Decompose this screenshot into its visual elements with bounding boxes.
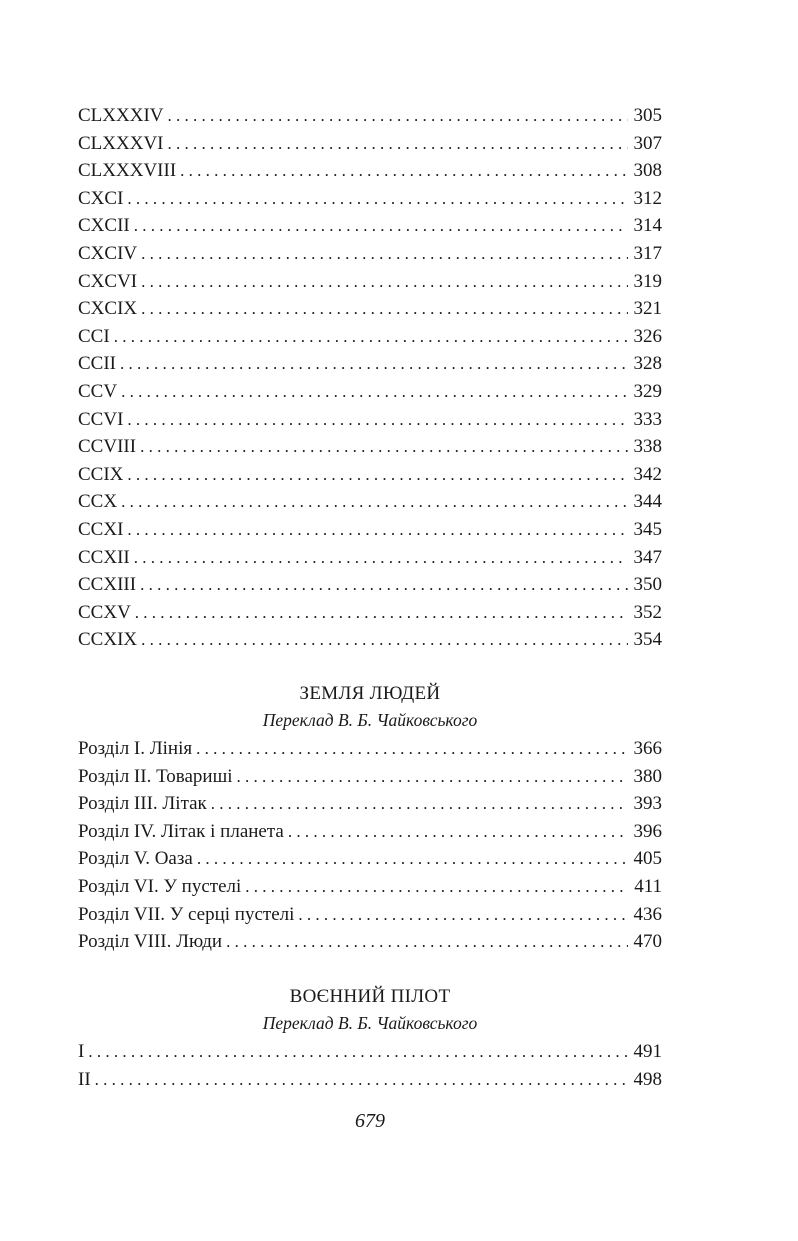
toc-entry-label: CCXIII (78, 574, 137, 596)
dot-leader (140, 571, 627, 599)
dot-leader (245, 873, 628, 901)
toc-entry-label: CCVI (78, 408, 124, 430)
toc-entry-label: Розділ IV. Літак і планета (78, 820, 284, 842)
toc-entry (78, 818, 662, 846)
toc-entry (78, 1038, 662, 1066)
toc-entry (78, 516, 662, 544)
toc-entry-label: Розділ V. Оаза (78, 848, 193, 870)
toc-entry (78, 488, 662, 516)
dot-leader (135, 599, 628, 627)
toc-entry (78, 350, 662, 378)
toc-entry-page: 380 (633, 765, 662, 787)
toc-entry (78, 378, 662, 406)
dot-leader (120, 350, 628, 378)
toc-entry-label: CLXXXVI (78, 132, 164, 154)
toc-entry-page: 312 (633, 187, 662, 209)
toc-entry (78, 212, 662, 240)
toc-entry-label: CCXIX (78, 629, 138, 651)
toc-entry-label: CCXII (78, 546, 130, 568)
toc-entry-label: Розділ VI. У пустелі (78, 875, 242, 897)
toc-entry (78, 240, 662, 268)
toc-entry (78, 901, 662, 929)
toc-entry (78, 102, 662, 130)
dot-leader (121, 488, 627, 516)
toc-entry-page: 411 (634, 875, 662, 897)
toc-entry-page: 436 (633, 903, 662, 925)
dot-leader (197, 845, 628, 873)
dot-leader (127, 461, 627, 489)
toc-entry-label: CCII (78, 353, 116, 375)
section-title-pilot: ВОЄННИЙ ПІЛОТ (289, 986, 451, 1007)
toc-entry (78, 406, 662, 434)
dot-leader (127, 185, 627, 213)
toc-entry-label: CLXXXVIII (78, 160, 177, 182)
toc-entry-page: 354 (633, 629, 662, 651)
toc-entry-label: CCX (78, 491, 118, 513)
toc-entry-page: 350 (633, 574, 662, 596)
toc-entry (78, 157, 662, 185)
toc-entry-page: 338 (633, 436, 662, 458)
toc-entry-label: CXCIX (78, 298, 138, 320)
dot-leader (127, 406, 627, 434)
toc-entry-label: CCI (78, 325, 110, 347)
dot-leader (180, 157, 627, 185)
toc-list-pilot (78, 1038, 662, 1093)
toc-entry (78, 763, 662, 791)
toc-entry-label: CCIX (78, 463, 124, 485)
toc-entry-label: Розділ VII. У серці пустелі (78, 903, 295, 925)
toc-entry-page: 345 (633, 518, 662, 540)
toc-entry-page: 317 (633, 242, 662, 264)
toc-entry (78, 735, 662, 763)
toc-entry (78, 185, 662, 213)
toc-entry (78, 433, 662, 461)
dot-leader (141, 240, 627, 268)
dot-leader (114, 323, 628, 351)
dot-leader (141, 295, 627, 323)
toc-entry-page: 344 (633, 491, 662, 513)
toc-entry-page: 470 (633, 931, 662, 953)
dot-leader (211, 790, 628, 818)
toc-entry (78, 626, 662, 654)
toc-list-earth (78, 735, 662, 956)
dot-leader (237, 763, 628, 791)
toc-entry-label: Розділ I. Лінія (78, 738, 193, 759)
toc-entry (78, 295, 662, 323)
toc-entry-page: 319 (633, 270, 662, 292)
section-title-earth: ЗЕМЛЯ ЛЮДЕЙ (299, 683, 441, 704)
toc-entry-page: 491 (633, 1041, 662, 1062)
toc-entry-label: CCV (78, 380, 118, 402)
toc-entry-page: 305 (633, 105, 662, 126)
toc-entry-page: 393 (633, 793, 662, 815)
toc-entry-page: 307 (633, 132, 662, 154)
toc-entry (78, 928, 662, 956)
dot-leader (141, 626, 627, 654)
toc-entry (78, 130, 662, 158)
toc-entry (78, 599, 662, 627)
toc-entry-label: CXCVI (78, 270, 138, 292)
section-subtitle-earth: Переклад В. Б. Чайковського (262, 710, 478, 730)
toc-entry-page: 498 (633, 1068, 662, 1090)
dot-leader (127, 516, 627, 544)
toc-entry-page: 342 (633, 463, 662, 485)
dot-leader (226, 928, 627, 956)
toc-entry-page: 329 (633, 380, 662, 402)
section-subtitle-pilot: Переклад В. Б. Чайковського (262, 1013, 478, 1033)
toc-entry-page: 396 (633, 820, 662, 842)
dot-leader (134, 212, 628, 240)
page-number: 679 (355, 1110, 385, 1132)
dot-leader (134, 544, 628, 572)
toc-entry-label: CCVIII (78, 436, 137, 458)
toc-entry (78, 873, 662, 901)
toc-entry-label: Розділ VIII. Люди (78, 931, 223, 953)
toc-entry-page: 333 (633, 408, 662, 430)
toc-entry-label: CXCIV (78, 242, 138, 264)
toc-entry-page: 347 (633, 546, 662, 568)
toc-entry (78, 790, 662, 818)
toc-entry-label: Розділ II. Товариші (78, 765, 233, 787)
toc-entry-label: II (78, 1068, 91, 1090)
toc-entry (78, 268, 662, 296)
toc-entry-label: CXCI (78, 187, 124, 209)
dot-leader (298, 901, 627, 929)
toc-entry-label: CCXV (78, 601, 131, 623)
dot-leader (288, 818, 628, 846)
toc-entry-page: 314 (633, 215, 662, 237)
dot-leader (121, 378, 627, 406)
toc-entry-label: CLXXXIV (78, 105, 164, 126)
dot-leader (196, 735, 627, 763)
toc-entry (78, 544, 662, 572)
dot-leader (140, 433, 627, 461)
dot-leader (168, 102, 628, 130)
toc-entry (78, 571, 662, 599)
toc-entry (78, 461, 662, 489)
dot-leader (88, 1038, 627, 1066)
toc-list-letters (78, 102, 662, 654)
toc-entry-page: 321 (633, 298, 662, 320)
dot-leader (95, 1066, 628, 1094)
toc-entry-page: 352 (633, 601, 662, 623)
toc-entry-page: 308 (633, 160, 662, 182)
toc-entry-label: CXCII (78, 215, 130, 237)
toc-entry-label: CCXI (78, 518, 124, 540)
toc-entry-page: 326 (633, 325, 662, 347)
toc-entry (78, 1066, 662, 1094)
toc-entry (78, 845, 662, 873)
toc-entry-label: I (78, 1041, 85, 1062)
toc-entry-label: Розділ III. Літак (78, 793, 207, 815)
toc-entry-page: 405 (633, 848, 662, 870)
dot-leader (141, 268, 627, 296)
toc-entry-page: 328 (633, 353, 662, 375)
dot-leader (168, 130, 628, 158)
toc-entry-page: 366 (633, 738, 662, 759)
toc-entry (78, 323, 662, 351)
